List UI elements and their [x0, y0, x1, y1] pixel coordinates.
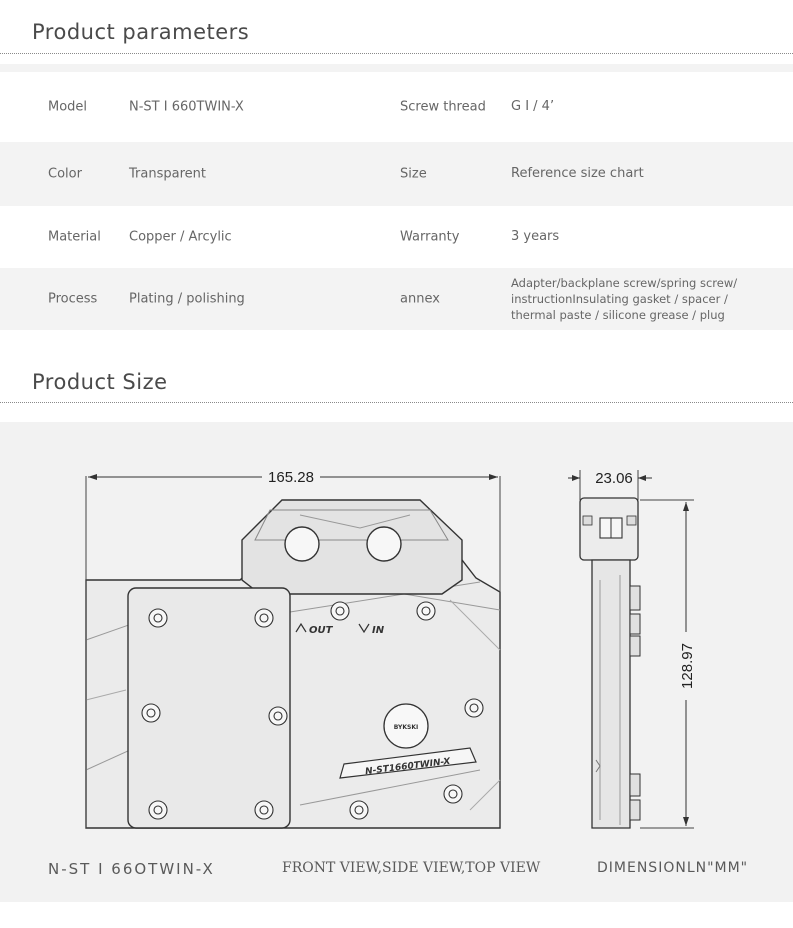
height-dimension: 128.97 — [679, 643, 696, 689]
param-value: G I / 4’ — [511, 99, 555, 114]
logo-text: BYKSKI — [393, 724, 419, 731]
param-label: Process — [48, 291, 98, 307]
params-title: Product parameters — [32, 20, 250, 44]
depth-dimension: 23.06 — [595, 470, 633, 487]
port-circle — [367, 527, 401, 561]
caption-views: FRONT VIEW,SIDE VIEW,TOP VIEW — [282, 860, 541, 876]
caption-model: N-ST I 66OTWIN-X — [48, 860, 215, 878]
port-circle — [285, 527, 319, 561]
param-label: Model — [48, 99, 88, 115]
port-out-label: OUT — [309, 625, 333, 636]
param-label: Warranty — [400, 229, 460, 245]
param-label: Size — [400, 166, 427, 182]
param-value: Adapter/backplane screw/spring screw/ instructionInsulating gasket / spacer / thermal paste / silicone grease / plug — [511, 276, 738, 322]
param-label: Screw thread — [400, 99, 486, 115]
param-label: annex — [400, 291, 440, 307]
front-view — [86, 469, 500, 828]
param-value: Transparent — [129, 166, 206, 182]
param-value: N-ST I 660TWIN-X — [129, 99, 244, 115]
size-title: Product Size — [32, 370, 168, 394]
param-label: Color — [48, 166, 82, 182]
caption-units: DIMENSIONLN"MM" — [597, 860, 749, 876]
side-view — [568, 470, 696, 828]
model-plate-label: N-ST1660TWIN-X — [364, 756, 451, 778]
param-label: Material — [48, 229, 101, 245]
width-dimension: 165.28 — [268, 469, 314, 486]
param-value: Copper / Arcylic — [129, 229, 232, 245]
param-value: Plating / polishing — [129, 291, 245, 307]
param-value: 3 years — [511, 229, 560, 244]
port-in-label: IN — [372, 625, 385, 636]
param-value: Reference size chart — [511, 166, 644, 181]
